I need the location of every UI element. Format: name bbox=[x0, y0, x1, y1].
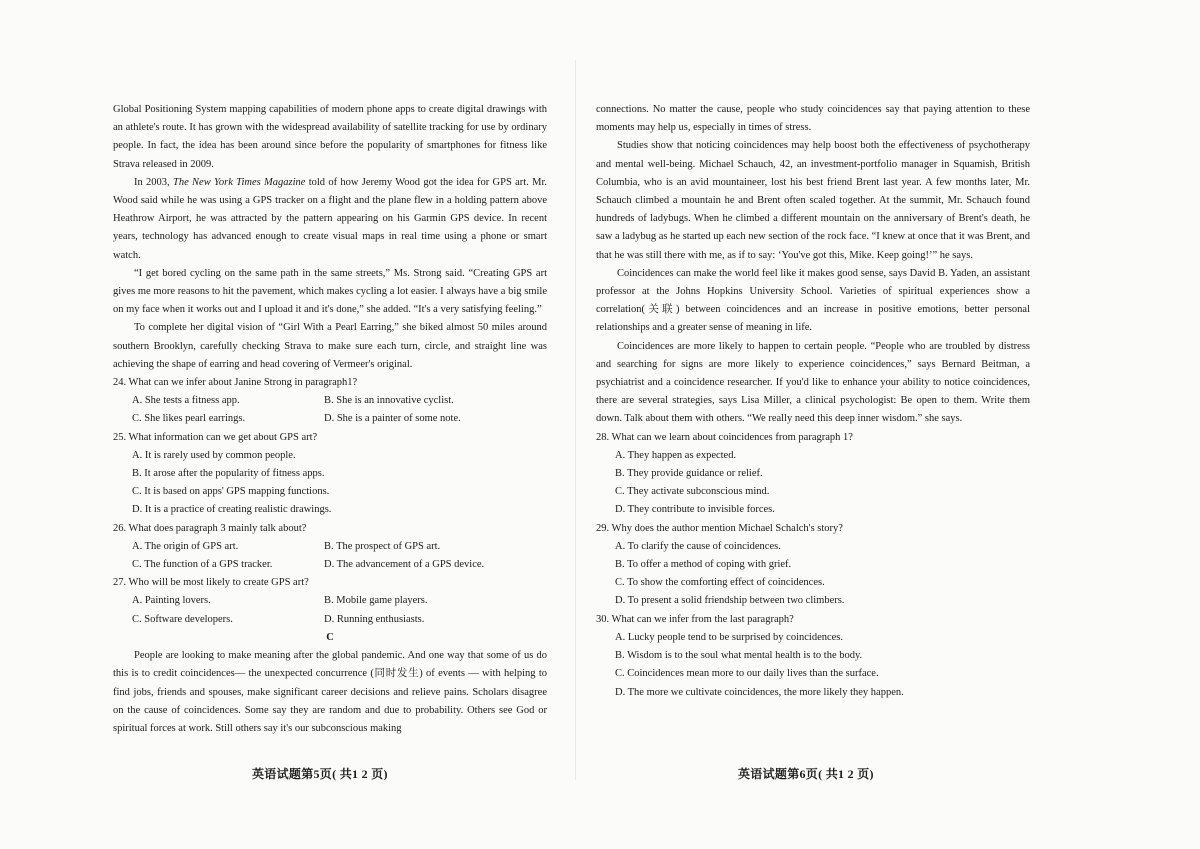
option-27a: A. Painting lovers. bbox=[132, 595, 211, 607]
question-28 bbox=[596, 429, 1030, 520]
question-24-stem: 24. What can we infer about Janine Strong in paragraph1? bbox=[113, 377, 358, 389]
option-28d: D. They contribute to invisible forces. bbox=[615, 504, 775, 516]
option-25c: C. It is based on apps' GPS mapping functions. bbox=[132, 486, 330, 498]
para2-rest: told of how Jeremy Wood got the idea for GPS art. Mr. Wood said while he was using a GPS tracker on a flight and the plane flew in a holding pattern above Heathrow Airport, he was attracted by the pattern appearing on his Garmin GPS device. In recent years, technology has advanced enough to create visual maps in real time using a phone or smart watch. bbox=[113, 176, 547, 261]
option-27b: B. Mobile game players. bbox=[324, 595, 428, 607]
option-26c: C. The function of a GPS tracker. bbox=[132, 559, 273, 571]
question-25 bbox=[113, 429, 547, 520]
option-27d: D. Running enthusiasts. bbox=[324, 613, 425, 625]
option-30a: A. Lucky people tend to be surprised by coincidences. bbox=[615, 631, 844, 643]
option-24a: A. She tests a fitness app. bbox=[132, 395, 240, 407]
option-28c: C. They activate subconscious mind. bbox=[615, 486, 770, 498]
option-30c: C. Coincidences mean more to our daily lives than the surface. bbox=[615, 668, 879, 680]
right-column bbox=[596, 101, 1030, 702]
question-30-stem: 30. What can we infer from the last paragraph? bbox=[596, 613, 794, 625]
question-29 bbox=[596, 520, 1030, 611]
option-27c: C. Software developers. bbox=[132, 613, 233, 625]
question-26 bbox=[113, 520, 547, 575]
option-25b: B. It arose after the popularity of fitness apps. bbox=[132, 468, 325, 480]
question-24 bbox=[113, 374, 547, 429]
passage-c-paragraph-2: Studies show that noticing coincidences may help boost both the effectiveness of psychotherapy and mental well-being. Michael Schauch, 42, an investment-portfolio manager in Squamish, British Columbia, who is an avid mountaineer, lost his best friend Brent last year. A few months later, Mr. Schauch climbed a mountain he and Brent often scaled together. At the summit, Mr. Schauch found hundreds of ladybugs. When he climbed a different mountain on the anniversary of Brent's death, he saw a ladybug as he started up each new section of the rock face. “I knew at once that it was Brent, and that he was still there with me, as if to say: ‘You've got this, Mike. Keep going!’” he says. bbox=[596, 140, 1030, 261]
magazine-title: The New York Times Magazine bbox=[172, 176, 306, 188]
option-25d: D. It is a practice of creating realistic drawings. bbox=[132, 504, 332, 516]
option-25a: A. It is rarely used by common people. bbox=[132, 449, 296, 461]
option-29d: D. To present a solid friendship between two climbers. bbox=[615, 595, 845, 607]
question-30 bbox=[596, 611, 1030, 702]
option-26d: D. The advancement of a GPS device. bbox=[324, 559, 485, 571]
passage-b-paragraph-1: Global Positioning System mapping capabilities of modern phone apps to create digital drawings with an athlete's route. It has grown with the widespread availability of satellite tracking for use by ordinary people. In fact, the idea has been around since before the popularity of smartphones for fitness like Strava released in 2009. bbox=[113, 104, 547, 170]
passage-b-paragraph-3: “I get bored cycling on the same path in the same streets,” Ms. Strong said. “Creating GPS art gives me more reasons to hit the pavement, which makes cycling a lot easier. I always have a big smile on my face when it works out and I upload it and it's done,” she added. “It's a very satisfying feeling.” bbox=[113, 267, 547, 316]
passage-b-paragraph-4: To complete her digital vision of “Girl With a Pearl Earring,” she biked almost 50 miles around southern Brooklyn, carefully checking Strava to make sure each turn, circle, and straight line was achieving the shape of earring and head covering of Vermeer's original. bbox=[113, 322, 547, 370]
option-30b: B. Wisdom is to the soul what mental health is to the body. bbox=[615, 650, 863, 662]
page-footer-5: 英语试题第5页( 共1 2 页) bbox=[252, 767, 388, 781]
option-29a: A. To clarify the cause of coincidences. bbox=[615, 540, 781, 552]
option-30d: D. The more we cultivate coincidences, the more likely they happen. bbox=[615, 686, 904, 698]
option-28b: B. They provide guidance or relief. bbox=[615, 468, 763, 480]
question-26-stem: 26. What does paragraph 3 mainly talk about? bbox=[113, 522, 307, 534]
option-29b: B. To offer a method of coping with grief. bbox=[615, 559, 792, 571]
page-fold bbox=[575, 60, 576, 780]
option-29c: C. To show the comforting effect of coincidences. bbox=[615, 577, 825, 589]
option-26a: A. The origin of GPS art. bbox=[132, 540, 239, 552]
option-24d: D. She is a painter of some note. bbox=[324, 413, 461, 425]
passage-b-paragraph-2 bbox=[113, 174, 547, 265]
question-25-stem: 25. What information can we get about GPS art? bbox=[113, 431, 318, 443]
option-24c: C. She likes pearl earrings. bbox=[132, 413, 246, 425]
option-28a: A. They happen as expected. bbox=[615, 449, 737, 461]
passage-c-paragraph-1: People are looking to make meaning after the global pandemic. And one way that some of us do this is to credit coincidences— the unexpected concurrence (同时发生) of events — with helping to find jobs, friends and spouses, make significant career decisions and relieve pains. Scholars disagree on the cause of coincidences. Some say they are random and due to probability. Others see God or spiritual forces at work. Still others say it's our subconscious making bbox=[113, 650, 547, 734]
page-footer-6: 英语试题第6页( 共1 2 页) bbox=[738, 767, 874, 781]
left-column bbox=[113, 101, 547, 738]
para2-lead: In 2003, bbox=[134, 176, 173, 188]
section-heading-c: C bbox=[326, 631, 334, 643]
option-26b: B. The prospect of GPS art. bbox=[324, 540, 441, 552]
passage-c-paragraph-3: Coincidences can make the world feel like it makes good sense, says David B. Yaden, an assistant professor at the Johns Hopkins University School. Varieties of spiritual experiences show a correlation(关联) between coincidences and an increase in positive emotions, better personal relationships and a greater sense of meaning in life. bbox=[596, 267, 1030, 334]
question-27-stem: 27. Who will be most likely to create GPS art? bbox=[113, 577, 309, 589]
question-28-stem: 28. What can we learn about coincidences from paragraph 1? bbox=[596, 431, 853, 443]
question-27 bbox=[113, 574, 547, 629]
passage-c-paragraph-1-continued: connections. No matter the cause, people who study coincidences say that paying attention to these moments may help us, especially in times of stress. bbox=[596, 104, 1030, 134]
option-24b: B. She is an innovative cyclist. bbox=[324, 395, 454, 407]
question-29-stem: 29. Why does the author mention Michael Schalch's story? bbox=[596, 522, 843, 534]
passage-c-paragraph-4: Coincidences are more likely to happen to certain people. “People who are troubled by distress and searching for signs are more likely to experience coincidences,” says Bernard Beitman, a psychiatrist and a coincidence researcher. If you'd like to enhance your ability to notice coincidences, there are several strategies, says Lisa Miller, a clinical psychologist: Be open to them. Write them down. Talk about them with others. “We really need this deep inner wisdom.” she says. bbox=[596, 340, 1030, 425]
